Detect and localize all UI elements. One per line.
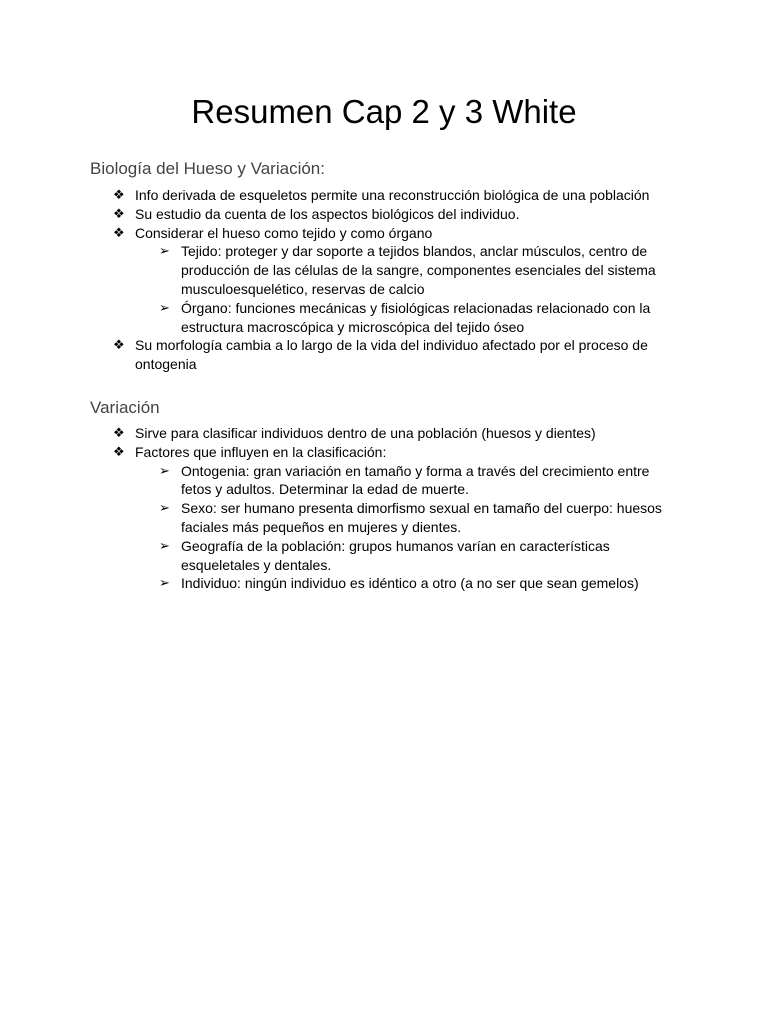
list-item [0,574,681,593]
list-item [0,242,681,298]
list-item-text: Sexo: ser humano presenta dimorfismo sexual en tamaño del cuerpo: huesos faciales más pequeños en mujeres y dientes. [181,500,662,535]
arrow-bullet-icon: ➢ [159,299,170,315]
section-list-biologia [0,186,768,374]
list-item [0,499,681,537]
list-item-text: Info derivada de esqueletos permite una reconstrucción biológica de una población [135,187,650,203]
list-item [0,336,695,374]
section-heading-variacion: Variación [90,398,160,417]
list-item-text: Órgano: funciones mecánicas y fisiológicas relacionadas relacionado con la estructura macroscópica y microscópica del tejido óseo [181,299,651,335]
section-heading-biologia: Biología del Hueso y Variación: [90,159,325,178]
list-item [0,424,695,443]
list-item-text: Geografía de la población: grupos humanos varían en características esqueletales y dentales. [181,537,610,573]
document-title: Resumen Cap 2 y 3 White [191,93,577,130]
arrow-bullet-icon: ➢ [159,500,170,516]
arrow-bullet-icon: ➢ [159,462,170,478]
diamond-bullet-icon: ❖ [113,187,125,202]
list-item [0,462,681,500]
list-item-text: Sirve para clasificar individuos dentro de una población (huesos y dientes) [135,425,596,441]
diamond-bullet-icon: ❖ [113,425,125,440]
diamond-bullet-icon: ❖ [113,337,125,353]
list-item [0,224,695,243]
list-item-text: Ontogenia: gran variación en tamaño y forma a través del crecimiento entre fetos y adultos. Determinar la edad de muerte. [181,462,650,498]
arrow-bullet-icon: ➢ [159,243,170,259]
arrow-bullet-icon: ➢ [159,575,170,591]
list-item [0,299,681,337]
arrow-bullet-icon: ➢ [159,537,170,553]
section-list-variacion [0,424,768,593]
list-item [0,537,681,575]
list-item-text: Su estudio da cuenta de los aspectos biológicos del individuo. [135,205,520,222]
diamond-bullet-icon: ❖ [113,443,125,459]
list-item-text: Individuo: ningún individuo es idéntico a otro (a no ser que sean gemelos) [181,575,639,592]
list-item-text: Factores que influyen en la clasificación: [135,443,387,460]
diamond-bullet-icon: ❖ [113,224,125,240]
list-item [0,186,695,205]
list-item-text: Tejido: proteger y dar soporte a tejidos blandos, anclar músculos, centro de producción de las células de la sangre, componentes esenciales del sistema musculoesquelético, reservas de calcio [181,243,656,297]
list-item-text: Su morfología cambia a lo largo de la vida del individuo afectado por el proceso de ontogenia [135,337,648,373]
list-item-text: Considerar el hueso como tejido y como órgano [135,224,433,241]
diamond-bullet-icon: ❖ [113,205,125,221]
list-item [0,205,695,224]
list-item [0,443,695,462]
